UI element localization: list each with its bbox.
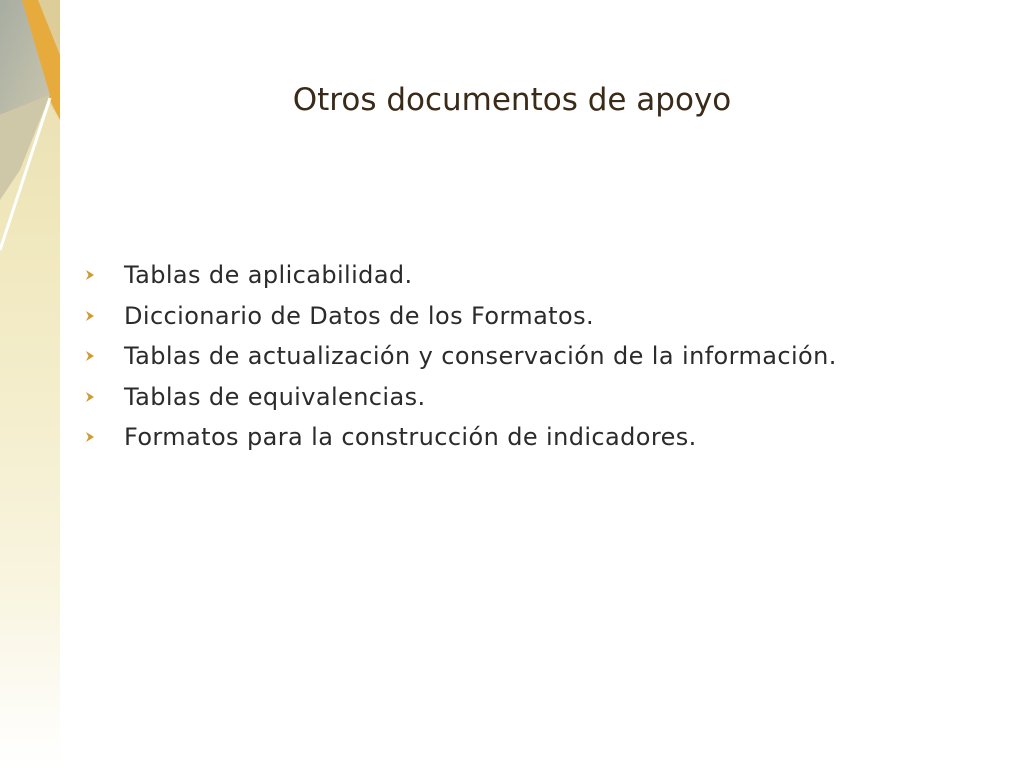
bullet-text: Tablas de actualización y conservación de la información. [124,342,837,371]
arrow-right-icon [84,310,124,322]
arrow-right-icon [84,391,124,403]
bullet-text: Formatos para la construcción de indicadores. [124,423,697,452]
bullet-text: Tablas de equivalencias. [124,382,426,411]
list-item [84,296,837,337]
slide-title: Otros documentos de apoyo [292,82,732,118]
list-item [84,417,837,458]
bullet-text: Tablas de aplicabilidad. [124,261,413,290]
list-item [84,255,837,296]
arrow-right-icon [84,431,124,443]
arrow-right-icon [84,269,124,281]
bullet-list [84,255,837,458]
list-item [84,377,837,418]
arrow-right-icon [84,350,124,362]
list-item [84,336,837,377]
bullet-text: Diccionario de Datos de los Formatos. [124,301,595,330]
